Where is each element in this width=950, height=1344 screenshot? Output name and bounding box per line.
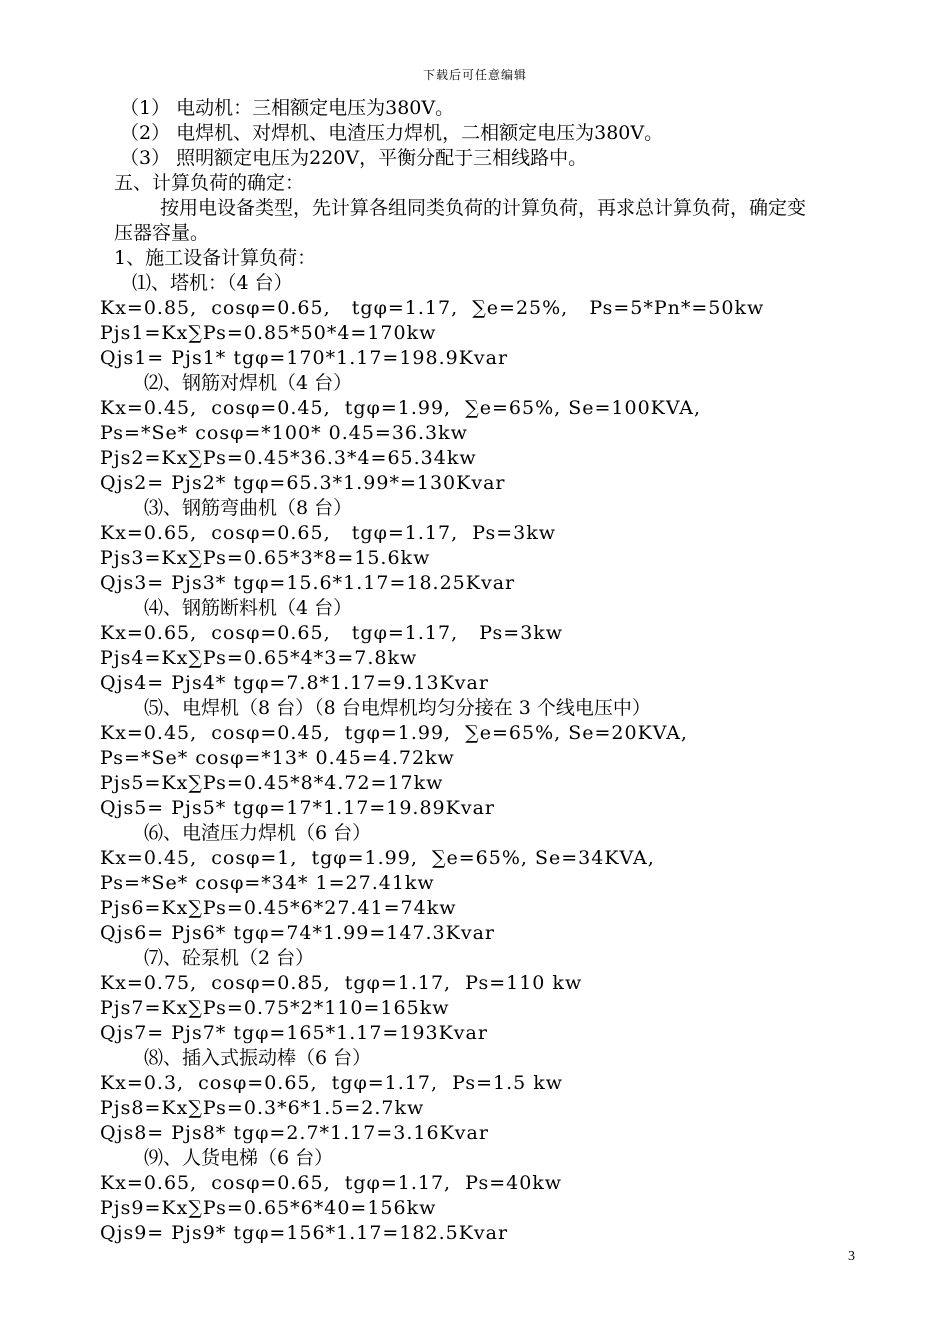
equipment-heading: ⑷、钢筋断料机（4 台） xyxy=(144,597,353,619)
formula-line: Kx=0.65, cosφ=0.65, tgφ=1.17, Ps=3kw xyxy=(100,522,557,544)
formula-line: Qjs6= Pjs6* tgφ=74*1.99=147.3Kvar xyxy=(100,922,495,944)
formula-line: Pjs7=Kx∑Ps=0.75*2*110=165kw xyxy=(100,997,450,1019)
formula-line: Qjs1= Pjs1* tgφ=170*1.17=198.9Kvar xyxy=(100,347,509,369)
formula-line: Qjs3= Pjs3* tgφ=15.6*1.17=18.25Kvar xyxy=(100,572,516,594)
formula-line: Qjs4= Pjs4* tgφ=7.8*1.17=9.13Kvar xyxy=(100,672,489,694)
subsection-heading: 1、施工设备计算负荷： xyxy=(114,247,317,269)
page-number: 3 xyxy=(848,1249,855,1264)
formula-line: Kx=0.45, cosφ=0.45, tgφ=1.99, ∑e=65%, Se=100KVA, xyxy=(100,397,702,419)
section-heading: 五、计算负荷的确定： xyxy=(114,172,305,194)
formula-line: Kx=0.45, cosφ=1, tgφ=1.99, ∑e=65%, Se=34KVA, xyxy=(100,847,655,869)
equipment-heading: ⑹、电渣压力焊机（6 台） xyxy=(144,822,372,844)
equipment-heading: ⑸、电焊机（8 台）（8 台电焊机均匀分接在 3 个线电压中） xyxy=(144,697,651,719)
equipment-heading: ⑵、钢筋对焊机（4 台） xyxy=(144,372,353,394)
formula-line: Ps=*Se* cosφ=*13* 0.45=4.72kw xyxy=(100,747,455,769)
formula-line: Pjs9=Kx∑Ps=0.65*6*40=156kw xyxy=(100,1197,437,1219)
formula-line: Ps=*Se* cosφ=*34* 1=27.41kw xyxy=(100,872,435,894)
formula-line: Pjs1=Kx∑Ps=0.85*50*4=170kw xyxy=(100,322,437,344)
formula-line: Kx=0.75, cosφ=0.85, tgφ=1.17, Ps=110 kw xyxy=(100,972,583,994)
formula-line: Kx=0.3, cosφ=0.65, tgφ=1.17, Ps=1.5 kw xyxy=(100,1072,564,1094)
text-line: （3） 照明额定电压为220V，平衡分配于三相线路中。 xyxy=(120,147,588,169)
formula-line: Qjs9= Pjs9* tgφ=156*1.17=182.5Kvar xyxy=(100,1222,509,1244)
formula-line: Pjs4=Kx∑Ps=0.65*4*3=7.8kw xyxy=(100,647,418,669)
page-header: 下载后可任意编辑 xyxy=(422,68,527,82)
formula-line: Pjs8=Kx∑Ps=0.3*6*1.5=2.7kw xyxy=(100,1097,425,1119)
formula-line: Pjs3=Kx∑Ps=0.65*3*8=15.6kw xyxy=(100,547,431,569)
equipment-heading: ⑻、插入式振动棒（6 台） xyxy=(144,1047,372,1069)
formula-line: Ps=*Se* cosφ=*100* 0.45=36.3kw xyxy=(100,422,468,444)
text-line: （1） 电动机：三相额定电压为380V。 xyxy=(120,97,455,119)
equipment-heading: ⑼、人货电梯（6 台） xyxy=(144,1147,334,1169)
equipment-heading: ⑶、钢筋弯曲机（8 台） xyxy=(144,497,353,519)
text-line: （2） 电焊机、对焊机、电渣压力焊机，二相额定电压为380V。 xyxy=(120,122,664,144)
text-line: 按用电设备类型，先计算各组同类负荷的计算负荷，再求总计算负荷，确定变 xyxy=(160,197,807,219)
formula-line: Pjs5=Kx∑Ps=0.45*8*4.72=17kw xyxy=(100,772,444,794)
formula-line: Pjs6=Kx∑Ps=0.45*6*27.41=74kw xyxy=(100,897,457,919)
formula-line: Qjs7= Pjs7* tgφ=165*1.17=193Kvar xyxy=(100,1022,488,1044)
equipment-heading: ⑺、砼泵机（2 台） xyxy=(144,947,315,969)
formula-line: Kx=0.65, cosφ=0.65, tgφ=1.17, Ps=40kw xyxy=(100,1172,563,1194)
formula-line: Kx=0.85, cosφ=0.65, tgφ=1.17, ∑e=25%, Ps=5*Pn*=50kw xyxy=(100,297,765,319)
formula-line: Qjs8= Pjs8* tgφ=2.7*1.17=3.16Kvar xyxy=(100,1122,489,1144)
formula-line: Qjs2= Pjs2* tgφ=65.3*1.99*=130Kvar xyxy=(100,472,506,494)
equipment-heading: ⑴、塔机：（4 台） xyxy=(132,272,293,294)
formula-line: Qjs5= Pjs5* tgφ=17*1.17=19.89Kvar xyxy=(100,797,495,819)
formula-line: Pjs2=Kx∑Ps=0.45*36.3*4=65.34kw xyxy=(100,447,477,469)
formula-line: Kx=0.65, cosφ=0.65, tgφ=1.17, Ps=3kw xyxy=(100,622,564,644)
formula-line: Kx=0.45, cosφ=0.45, tgφ=1.99, ∑e=65%, Se=20KVA, xyxy=(100,722,688,744)
text-line: 压器容量。 xyxy=(114,222,210,244)
